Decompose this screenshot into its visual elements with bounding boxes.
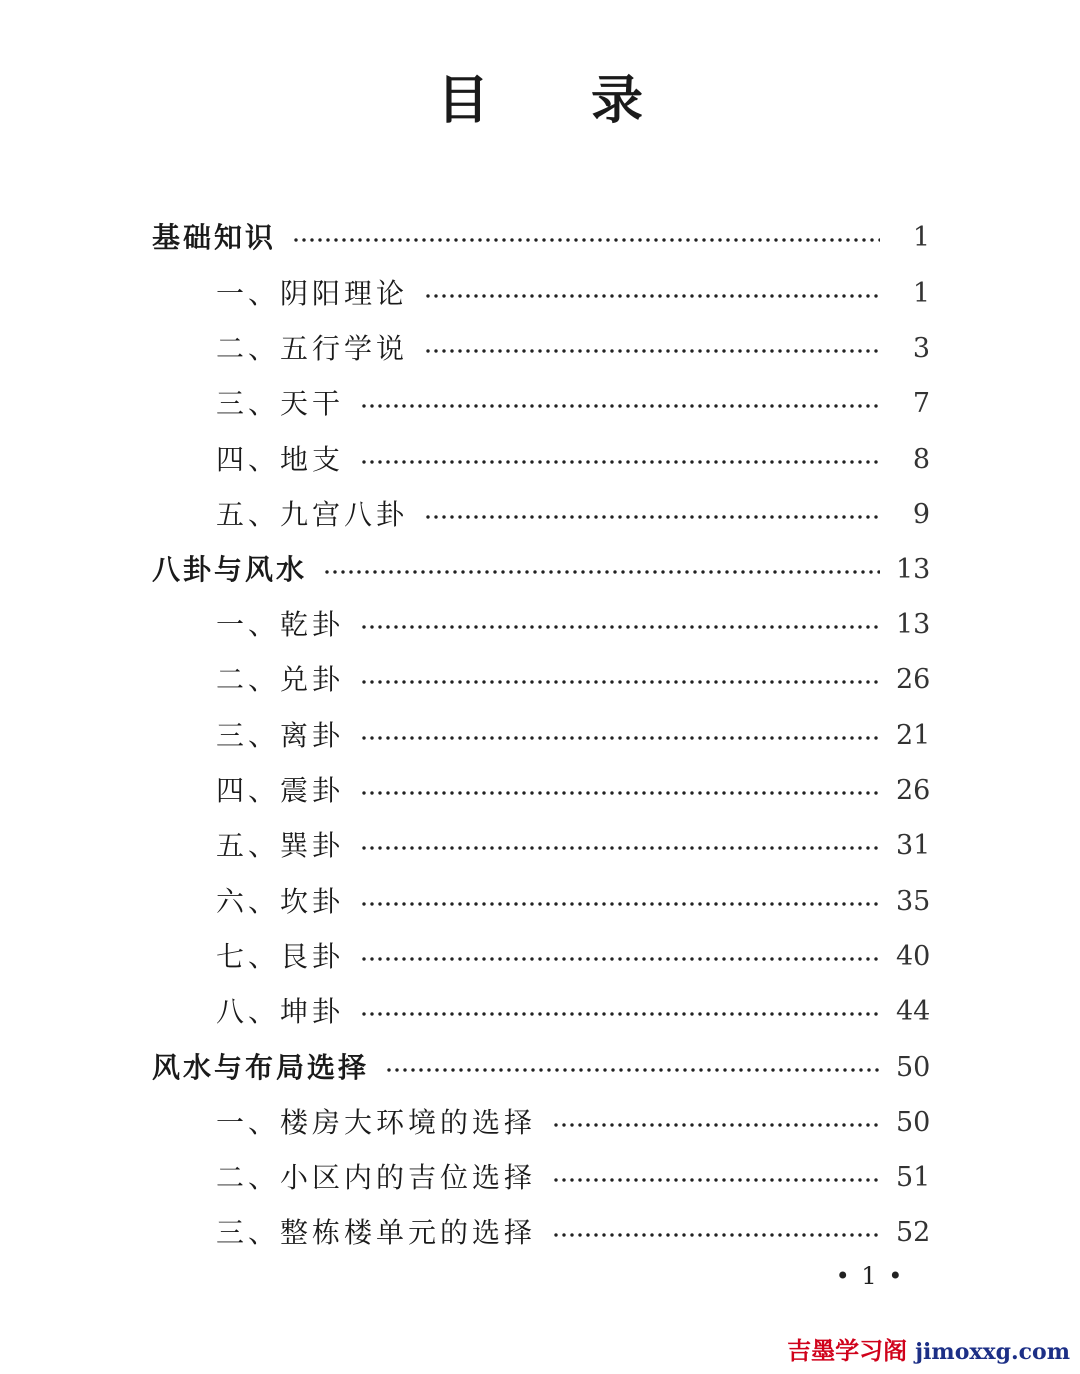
dot-leader (552, 1233, 880, 1237)
toc-entry-page: 13 (896, 609, 931, 640)
toc-entry[interactable] (216, 1150, 930, 1206)
toc-entry[interactable] (216, 984, 930, 1040)
dot-leader (292, 238, 880, 242)
toc-entry-label: 七、艮卦 (216, 940, 345, 973)
dot-leader (360, 680, 880, 684)
dot-leader (360, 846, 880, 850)
toc-entry-label: 八卦与风水 (152, 553, 308, 586)
dot-leader (360, 1012, 880, 1016)
toc-entry-page: 35 (896, 886, 931, 917)
toc-entry-label: 一、乾卦 (216, 608, 345, 641)
toc-entry-page: 3 (912, 333, 930, 364)
toc-entry-label: 四、地支 (216, 443, 345, 476)
toc-entry[interactable] (216, 597, 930, 653)
toc-entry-page: 21 (896, 720, 931, 751)
dot-leader (385, 1068, 880, 1072)
toc-entry[interactable] (216, 376, 930, 432)
dot-leader (424, 349, 880, 353)
toc-entry-label: 风水与布局选择 (152, 1051, 370, 1084)
toc-entry[interactable] (216, 1205, 930, 1261)
toc-entry-label: 二、五行学说 (216, 332, 409, 365)
toc-entry-label: 三、整栋楼单元的选择 (216, 1216, 537, 1249)
toc-entry-page: 50 (896, 1052, 931, 1083)
toc-entry-page: 31 (896, 830, 931, 861)
toc-entry[interactable] (216, 763, 930, 819)
watermark-name: 吉墨学习阁 (787, 1337, 908, 1365)
toc-entry-page: 1 (912, 222, 930, 253)
toc-entry[interactable] (216, 818, 930, 874)
toc-entry-label: 三、天干 (216, 387, 345, 420)
toc-entry-page: 8 (912, 444, 930, 475)
toc-entry-label: 八、坤卦 (216, 995, 345, 1028)
toc-entry-label: 六、坎卦 (216, 885, 345, 918)
toc-entry-page: 40 (896, 941, 931, 972)
toc-entry-label: 五、九宫八卦 (216, 498, 409, 531)
toc-entry-page: 44 (896, 996, 931, 1027)
dot-leader (552, 1123, 880, 1127)
toc-entry-label: 三、离卦 (216, 719, 345, 752)
toc-entry[interactable] (216, 874, 930, 930)
dot-leader (360, 736, 880, 740)
toc-entry[interactable] (216, 1095, 930, 1151)
toc-entry-page: 51 (896, 1162, 931, 1193)
dot-leader (323, 570, 880, 574)
dot-leader (360, 404, 880, 408)
toc-entry[interactable] (216, 652, 930, 708)
toc-entry-section[interactable] (152, 1040, 930, 1096)
toc-entry-page: 7 (912, 388, 930, 419)
dot-leader (360, 625, 880, 629)
page-number: • 1 • (835, 1262, 905, 1290)
toc-entry-section[interactable] (152, 210, 930, 266)
toc-entry-label: 五、巽卦 (216, 829, 345, 862)
toc-entry-label: 一、阴阳理论 (216, 277, 409, 310)
watermark-url: jimoxxg.com (915, 1339, 1070, 1365)
toc-entry-page: 26 (896, 775, 931, 806)
dot-leader (424, 515, 880, 519)
toc-entry-label: 四、震卦 (216, 774, 345, 807)
toc-entry-page: 13 (896, 554, 931, 585)
toc-entry-label: 基础知识 (152, 221, 277, 254)
toc-entry[interactable] (216, 929, 930, 985)
toc-entry-page: 1 (912, 278, 930, 309)
toc-entry[interactable] (216, 432, 930, 488)
toc-entry-label: 一、楼房大环境的选择 (216, 1106, 537, 1139)
page-title: 目 录 (436, 70, 686, 131)
dot-leader (424, 294, 880, 298)
toc-entry-page: 9 (912, 499, 930, 530)
toc-entry[interactable] (216, 487, 930, 543)
dot-leader (360, 460, 880, 464)
dot-leader (552, 1178, 880, 1182)
dot-leader (360, 902, 880, 906)
toc-entry-label: 二、小区内的吉位选择 (216, 1161, 537, 1194)
toc-entry-label: 二、兑卦 (216, 663, 345, 696)
dot-leader (360, 791, 880, 795)
toc-entry-page: 26 (896, 664, 931, 695)
toc-entry-section[interactable] (152, 542, 930, 598)
toc-entry[interactable] (216, 321, 930, 377)
watermark (787, 1331, 1070, 1366)
toc-entry[interactable] (216, 266, 930, 322)
dot-leader (360, 957, 880, 961)
toc-entry-page: 52 (896, 1217, 931, 1248)
toc-entry[interactable] (216, 708, 930, 764)
toc-entry-page: 50 (896, 1107, 931, 1138)
